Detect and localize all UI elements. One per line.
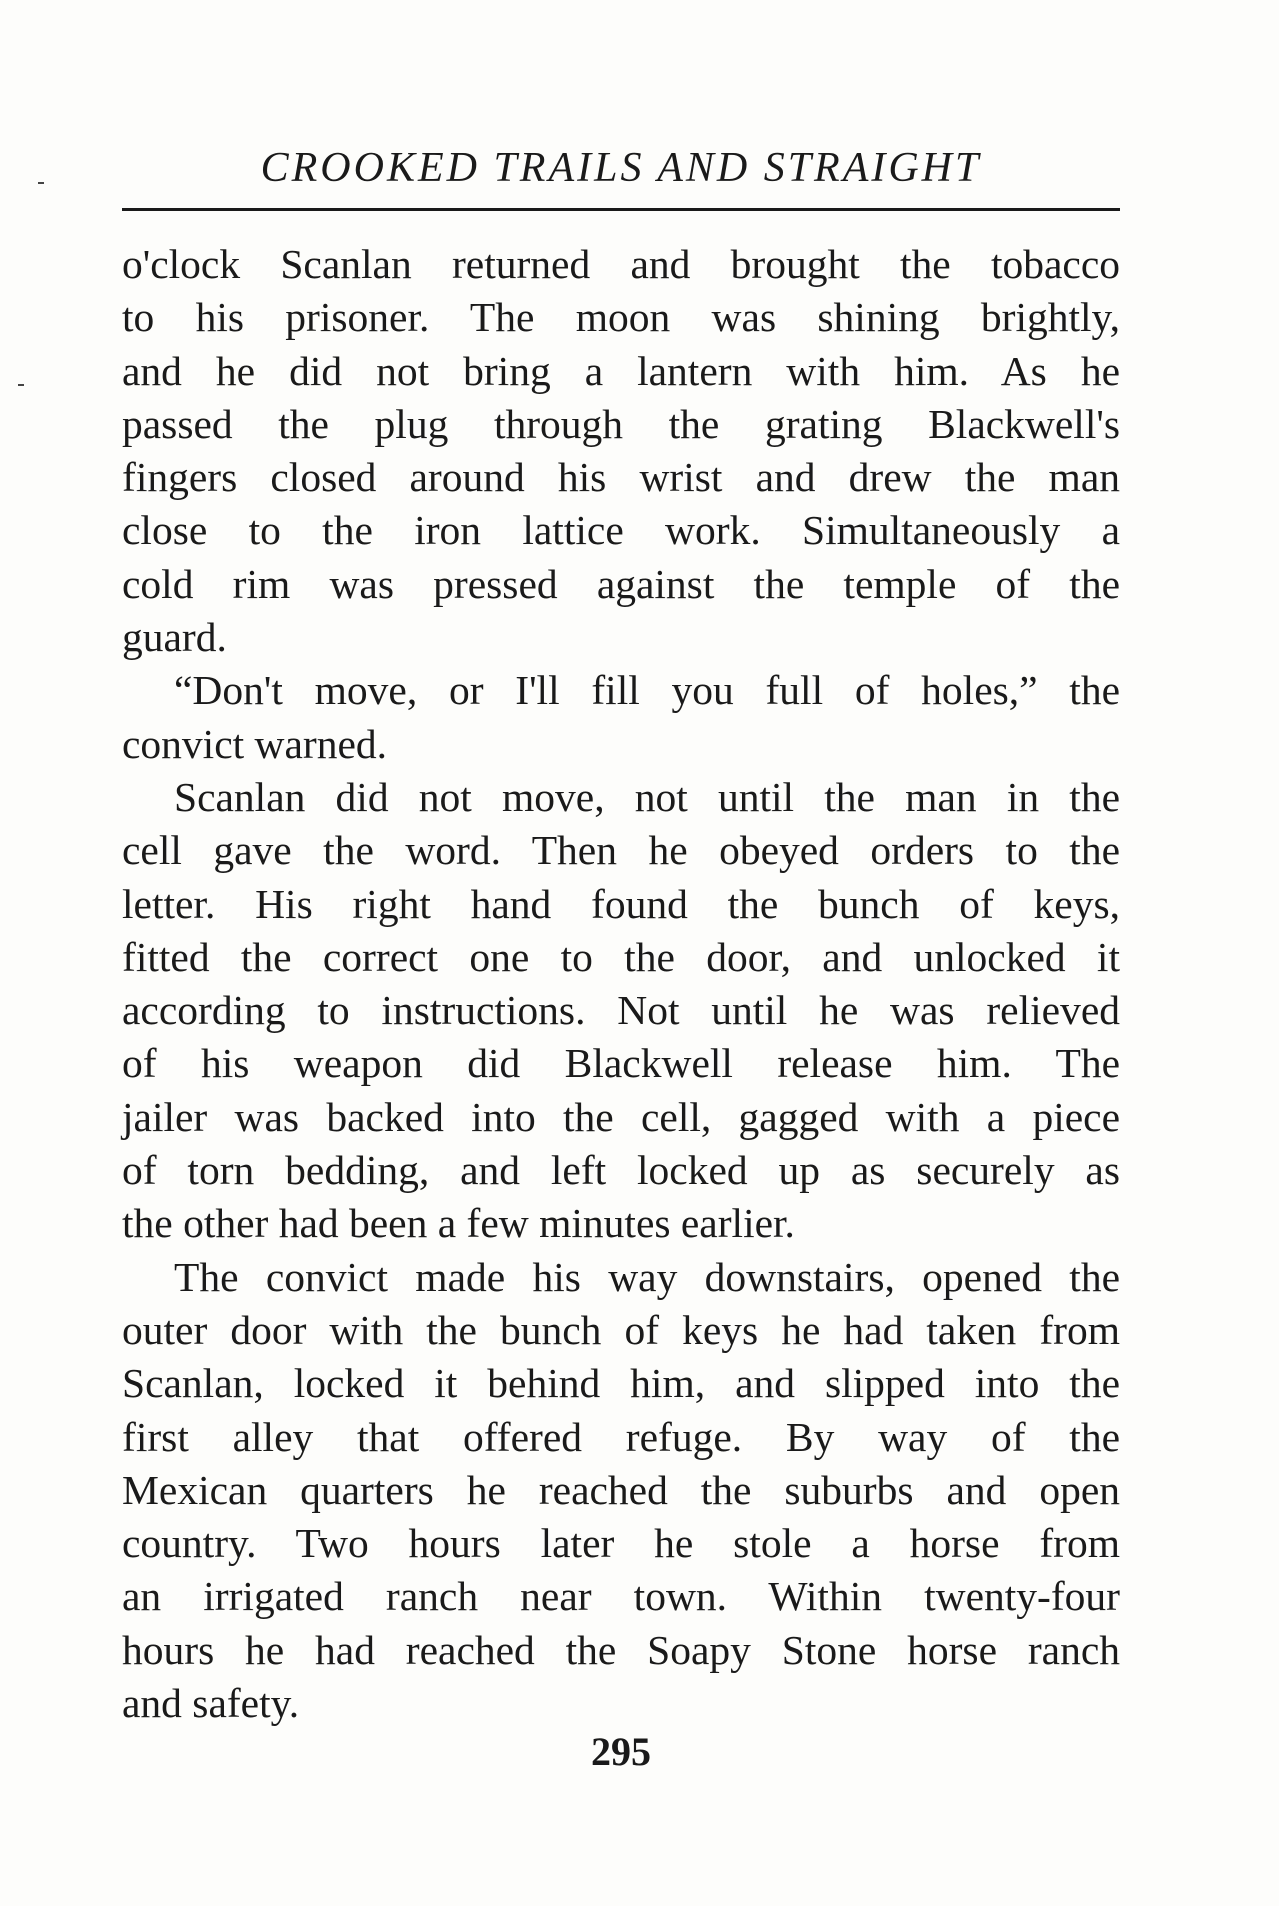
- text-line: first alley that offered refuge. By way of the: [122, 1413, 1120, 1460]
- text-line: cold rim was pressed against the temple of the: [122, 560, 1120, 607]
- text-line: “Don't move, or I'll fill you full of holes,” the: [174, 667, 1120, 714]
- text-line: Mexican quarters he reached the suburbs and open: [122, 1466, 1120, 1513]
- running-head-title: CROOKED TRAILS AND STRAIGHT: [260, 145, 982, 191]
- text-line: guard.: [122, 614, 227, 661]
- text-line: passed the plug through the grating Blackwell's: [122, 400, 1120, 447]
- text-line: an irrigated ranch near town. Within twenty-four: [122, 1573, 1120, 1620]
- margin-speck: [38, 182, 44, 184]
- text-line: and safety.: [122, 1680, 300, 1727]
- text-line: of his weapon did Blackwell release him. The: [122, 1040, 1120, 1087]
- body-text: [122, 238, 1120, 1730]
- text-line: according to instructions. Not until he was relieved: [122, 987, 1120, 1034]
- text-line: o'clock Scanlan returned and brought the tobacco: [122, 241, 1120, 287]
- text-line: fingers closed around his wrist and drew the man: [122, 454, 1120, 501]
- text-line: The convict made his way downstairs, opened the: [174, 1253, 1120, 1300]
- text-line: outer door with the bunch of keys he had taken from: [122, 1306, 1120, 1353]
- text-line: to his prisoner. The moon was shining brightly,: [122, 294, 1120, 341]
- text-line: and he did not bring a lantern with him. As he: [122, 347, 1120, 394]
- text-line: close to the iron lattice work. Simultaneously a: [122, 507, 1120, 554]
- text-line: letter. His right hand found the bunch of keys,: [122, 880, 1120, 927]
- text-line: of torn bedding, and left locked up as securely as: [122, 1147, 1120, 1194]
- text-line: jailer was backed into the cell, gagged with a piece: [122, 1093, 1120, 1140]
- text-line: hours he had reached the Soapy Stone horse ranch: [122, 1626, 1120, 1673]
- text-line: the other had been a few minutes earlier.: [122, 1200, 795, 1247]
- text-line: convict warned.: [122, 720, 388, 767]
- text-line: Scanlan did not move, not until the man in the: [174, 773, 1120, 820]
- text-line: country. Two hours later he stole a horse from: [122, 1520, 1120, 1567]
- margin-speck: [18, 384, 24, 386]
- page-number: 295: [591, 1729, 651, 1774]
- text-line: cell gave the word. Then he obeyed orders to the: [122, 827, 1120, 874]
- header-rule: [122, 208, 1120, 211]
- text-line: Scanlan, locked it behind him, and slipped into the: [122, 1360, 1120, 1407]
- text-line: fitted the correct one to the door, and unlocked it: [122, 933, 1120, 980]
